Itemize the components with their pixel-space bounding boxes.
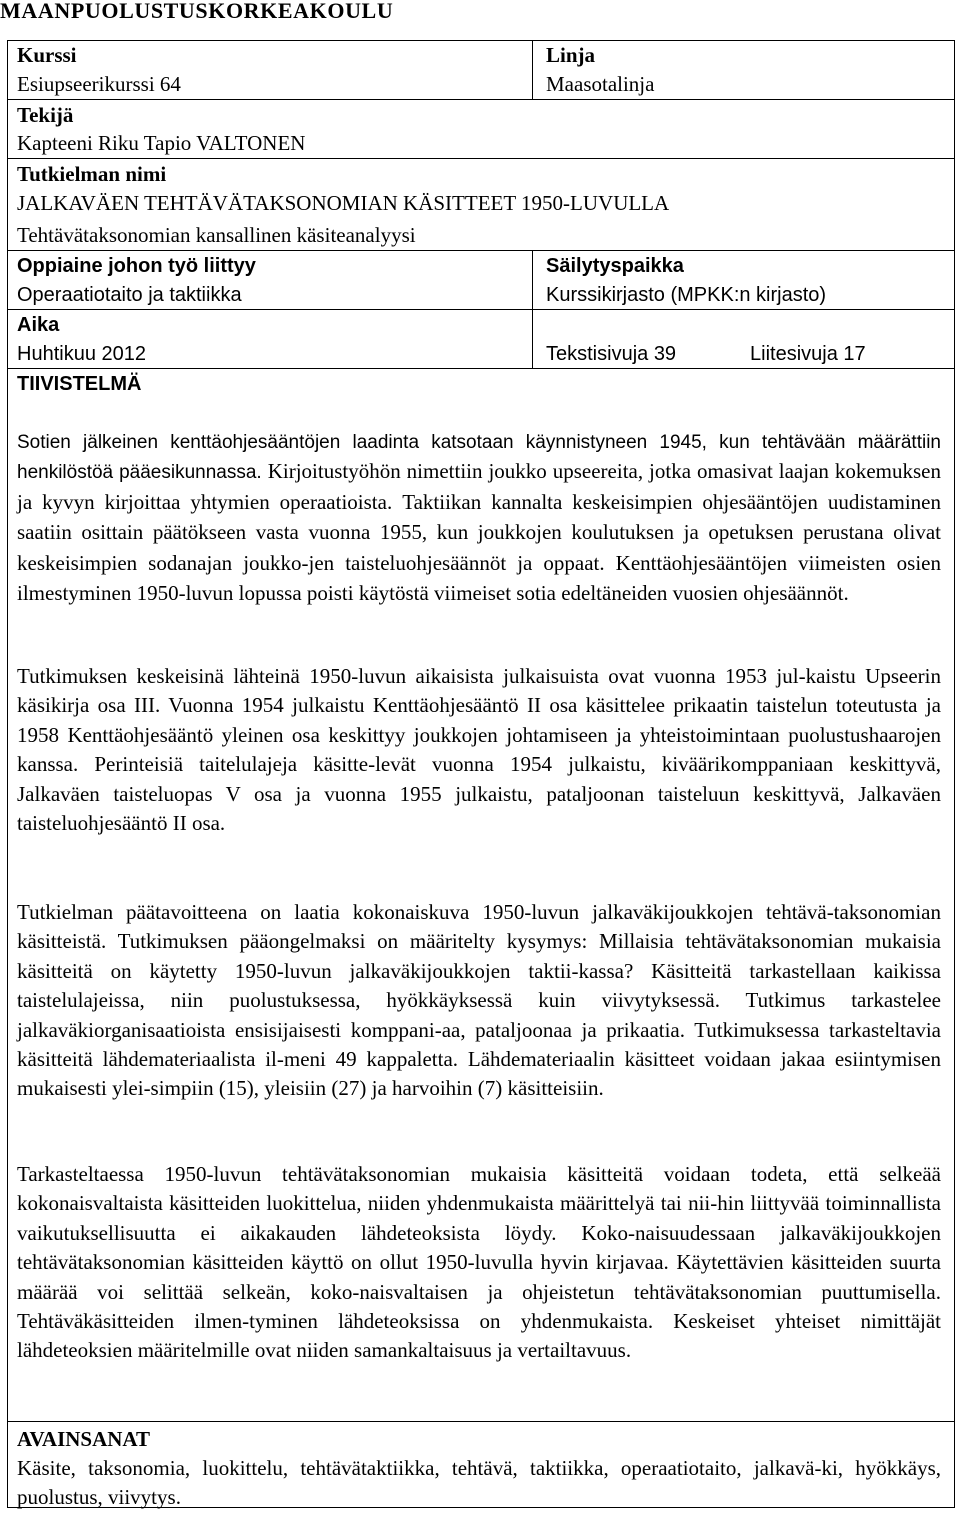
thesis-label: Tutkielman nimi bbox=[17, 162, 167, 186]
abstract-paragraph-4: Tarkasteltaessa 1950-luvun tehtävätaksonomian mukaisia käsitteitä voidaan todeta, että selkeää kokonaisvaltaista käsitteiden luokittelua, niiden yhdenmukaista määrittelyä tai nii-hin liittyvää toiminnallista vaikutuksellisuutta ei aikakauden lähdeteoksista löydy. Koko-naisuudessaan jalkaväkijoukkojen tehtävätaksonomian käsitteiden käyttö on ollut 1950-luvulla hyvin kirjavaa. Käytettävien käsitteiden suurta määrää voi selittää selkeän, koko-naisvaltaisen ja ohjeistetun tehtävätaksonomian puuttumisella. Tehtäväkäsitteiden ilmen-tyminen lähdeteoksissa on yhdenmukaista. Keskeiset yhteiset nimittäjät lähdeteoksien määritelmille ovat niiden samankaltaisuus ja vertailtavuus. bbox=[17, 1162, 941, 1363]
thesis-title: JALKAVÄEN TEHTÄVÄTAKSONOMIAN KÄSITTEET 1950-LUVULLA bbox=[17, 191, 670, 215]
line-label: Linja bbox=[546, 43, 596, 67]
line-value: Maasotalinja bbox=[546, 72, 655, 96]
abstract-p1-sentence-3: Taktiikan kannalta keskeisimpien ohjesääntöjen uudistaminen saatiin osittain päätökseen vasta vuonna 1955, kun joukkojen koulutuksen ja opetuksen perustana olivat keskeisimpien sodanajan joukko-jen taisteluohjesäännöt ja oppaat. Kenttäohjesääntöjen viimeisten osien ilmestyminen 1950-luvun lopussa poisti käytöstä viimeiset sotia edeltäneiden vuosien ohjesäännöt. bbox=[17, 489, 941, 606]
thesis-subtitle: Tehtävätaksonomian kansallinen käsiteanalyysi bbox=[17, 223, 416, 247]
time-value: Huhtikuu 2012 bbox=[17, 343, 146, 365]
time-label: Aika bbox=[17, 314, 60, 336]
course-value: Esiupseerikurssi 64 bbox=[17, 72, 181, 96]
abstract-heading: TIIVISTELMÄ bbox=[17, 373, 142, 395]
keywords-heading: AVAINSANAT bbox=[17, 1427, 151, 1451]
abstract-p1-sentence-1: Sotien jälkeinen kenttäohjesääntöjen laadinta katsotaan käynnistyneen 1945, kun tehtävään määrättiin henkilöstöä pääesikunnassa. bbox=[17, 432, 941, 484]
abstract-paragraph-1 bbox=[17, 428, 941, 609]
divider-row-abstract bbox=[7, 1421, 955, 1422]
abstract-paragraph-2: Tutkimuksen keskeisinä lähteinä 1950-luvun aikaisista julkaisuista ovat vuonna 1953 jul-kaistu Upseerin käsikirja osa III. Vuonna 1954 julkaistu Kenttäohjesääntö II osa käsittelee prikaatin taistelun toteutusta ja 1958 Kenttäohjesääntö yleinen osa keskittyy joukkojen johtamiseen ja yhteistoimintaan puolustushaarojen kanssa. Perinteisiä taitelulajeja käsitte-levät vuonna 1954 julkaistu, kiväärikomppaniaan keskittyvä, Jalkaväen taisteluopas V osa ja vuonna 1955 julkaistu, pataljoonan taisteluun keskittyvä, Jalkaväen taisteluohjesääntö II osa. bbox=[17, 664, 941, 836]
institution-header: MAANPUOLUSTUSKORKEAKOULU bbox=[0, 0, 394, 23]
author-value: Kapteeni Riku Tapio VALTONEN bbox=[17, 131, 306, 155]
author-label: Tekijä bbox=[17, 103, 74, 127]
abstract-paragraph-3: Tutkielman päätavoitteena on laatia kokonaiskuva 1950-luvun jalkaväkijoukkojen tehtävä-taksonomian käsitteistä. Tutkimuksen pääongelmaksi on määritelty kysymys: Millaisia tehtävätaksonomian mukaisia käsitteitä on käytetty 1950-luvun jalkaväkijoukkojen taktii-kassa? Käsitteitä tarkastellaan kaikissa taistelulajeissa, niin puolustuksessa, hyökkäyksessä kuin viivytyksessä. Tutkimus tarkastelee jalkaväkiorganisaatioista ensisijaisesti komppani-aa, pataljoonaa ja prikaatia. Tutkimuksessa tarkasteltavia käsitteitä lähdemateriaalista il-meni 49 kappaletta. Lähdemateriaalin käsitteet voidaan jakaa esiintymisen mukaisesti ylei-simpiin (15), yleisiin (27) ja harvoihin (7) käsitteisiin. bbox=[17, 900, 941, 1101]
divider-row-course bbox=[7, 99, 955, 100]
keywords-text: Käsite, taksonomia, luokittelu, tehtävätaktiikka, tehtävä, taktiikka, operaatiotaito, jalkavä-ki, hyökkäys, puolustus, viivytys. bbox=[17, 1456, 941, 1510]
storage-label: Säilytyspaikka bbox=[546, 255, 684, 277]
divider-vertical-top bbox=[532, 40, 533, 99]
abstract-p1-sentence-2: Kirjoitustyöhön nimettiin joukko upseereita, jotka omasivat laajan kokemuksen ja kyvyn kirjoittaa yhtymien operaatioista. bbox=[17, 459, 941, 514]
subject-value: Operaatiotaito ja taktiikka bbox=[17, 284, 242, 306]
appendix-pages: Liitesivuja 17 bbox=[750, 343, 866, 365]
storage-value: Kurssikirjasto (MPKK:n kirjasto) bbox=[546, 284, 827, 306]
course-label: Kurssi bbox=[17, 43, 77, 67]
text-pages: Tekstisivuja 39 bbox=[546, 343, 677, 365]
subject-label: Oppiaine johon työ liittyy bbox=[17, 255, 256, 277]
